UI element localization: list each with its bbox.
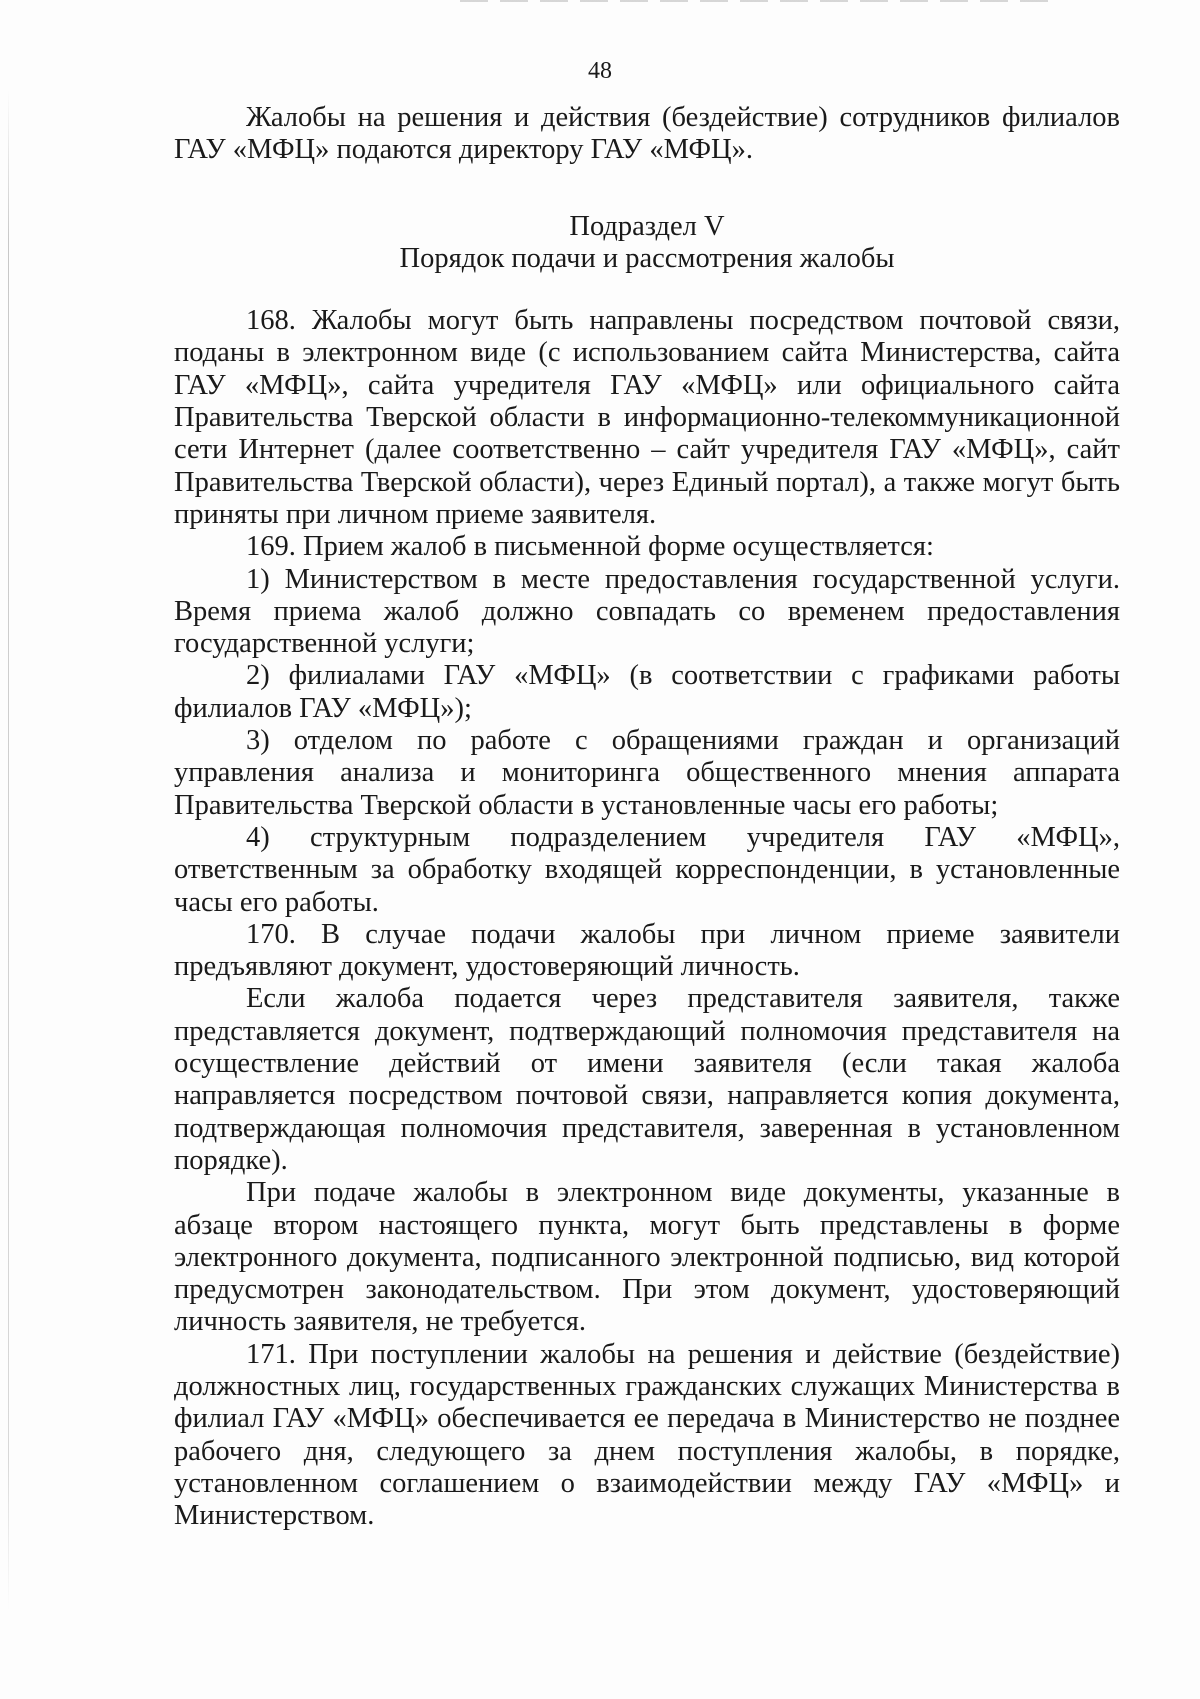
- paragraph-168: 168. Жалобы могут быть направлены посредством почтовой связи, поданы в электронном виде (с использованием сайта Министерства, сайта ГАУ «МФЦ», сайта учредителя ГАУ «МФЦ» или официального сайта Правительства Тверской области в информационно-телекоммуникационной сети Интернет (далее соответственно – сайт учредителя ГАУ «МФЦ», сайт Правительства Тверской области), через Единый портал), а также могут быть приняты при личном приеме заявителя.: [174, 305, 1120, 530]
- paragraph-complaints-branches: Жалобы на решения и действия (бездействие) сотрудников филиалов ГАУ «МФЦ» подаются директору ГАУ «МФЦ».: [174, 102, 1120, 166]
- paragraph-169-item-1: 1) Министерством в месте предоставления государственной услуги. Время приема жалоб должно совпадать со временем предоставления государственной услуги;: [174, 563, 1120, 660]
- paragraph-169: 169. Прием жалоб в письменной форме осуществляется:: [246, 531, 934, 563]
- scan-artifact-edge: [8, 90, 9, 1610]
- paragraph-170-electronic: При подаче жалобы в электронном виде документы, указанные в абзаце втором настоящего пункта, могут быть представлены в форме электронного документа, подписанного электронной подписью, вид которой предусмотрен законодательством. При этом документ, удостоверяющий личность заявителя, не требуется.: [174, 1177, 1120, 1338]
- paragraph-169-item-2: 2) филиалами ГАУ «МФЦ» (в соответствии с графиками работы филиалов ГАУ «МФЦ»);: [174, 660, 1120, 724]
- page-number: 48: [588, 58, 612, 84]
- paragraph-169-item-3: 3) отделом по работе с обращениями граждан и организаций управления анализа и мониторинга общественного мнения аппарата Правительства Тверской области в установленные часы его работы;: [174, 725, 1120, 821]
- paragraph-169-item-4: 4) структурным подразделением учредителя ГАУ «МФЦ», ответственным за обработку входящей корреспонденции, в установленные часы его работы.: [174, 821, 1120, 918]
- document-body: [174, 102, 1120, 1532]
- section-title: Подраздел V: [569, 210, 725, 242]
- paragraph-171: 171. При поступлении жалобы на решения и действие (бездействие) должностных лиц, государственных гражданских служащих Министерства в филиал ГАУ «МФЦ» обеспечивается ее передача в Министерство не позднее рабочего дня, следующего за днем поступления жалобы, в порядке, установленном соглашением о взаимодействии между ГАУ «МФЦ» и Министерством.: [174, 1338, 1120, 1532]
- paragraph-170-representative: Если жалоба подается через представителя заявителя, также представляется документ, подтверждающий полномочия представителя на осуществление действий от имени заявителя (если такая жалоба направляется посредством почтовой связи, направляется копия документа, подтверждающая полномочия представителя, заверенная в установленном порядке).: [174, 983, 1120, 1176]
- paragraph-170: 170. В случае подачи жалобы при личном приеме заявители предъявляют документ, удостоверяющий личность.: [174, 918, 1120, 983]
- section-subtitle: Порядок подачи и рассмотрения жалобы: [399, 242, 895, 274]
- scan-artifact-top: [460, 0, 1050, 2]
